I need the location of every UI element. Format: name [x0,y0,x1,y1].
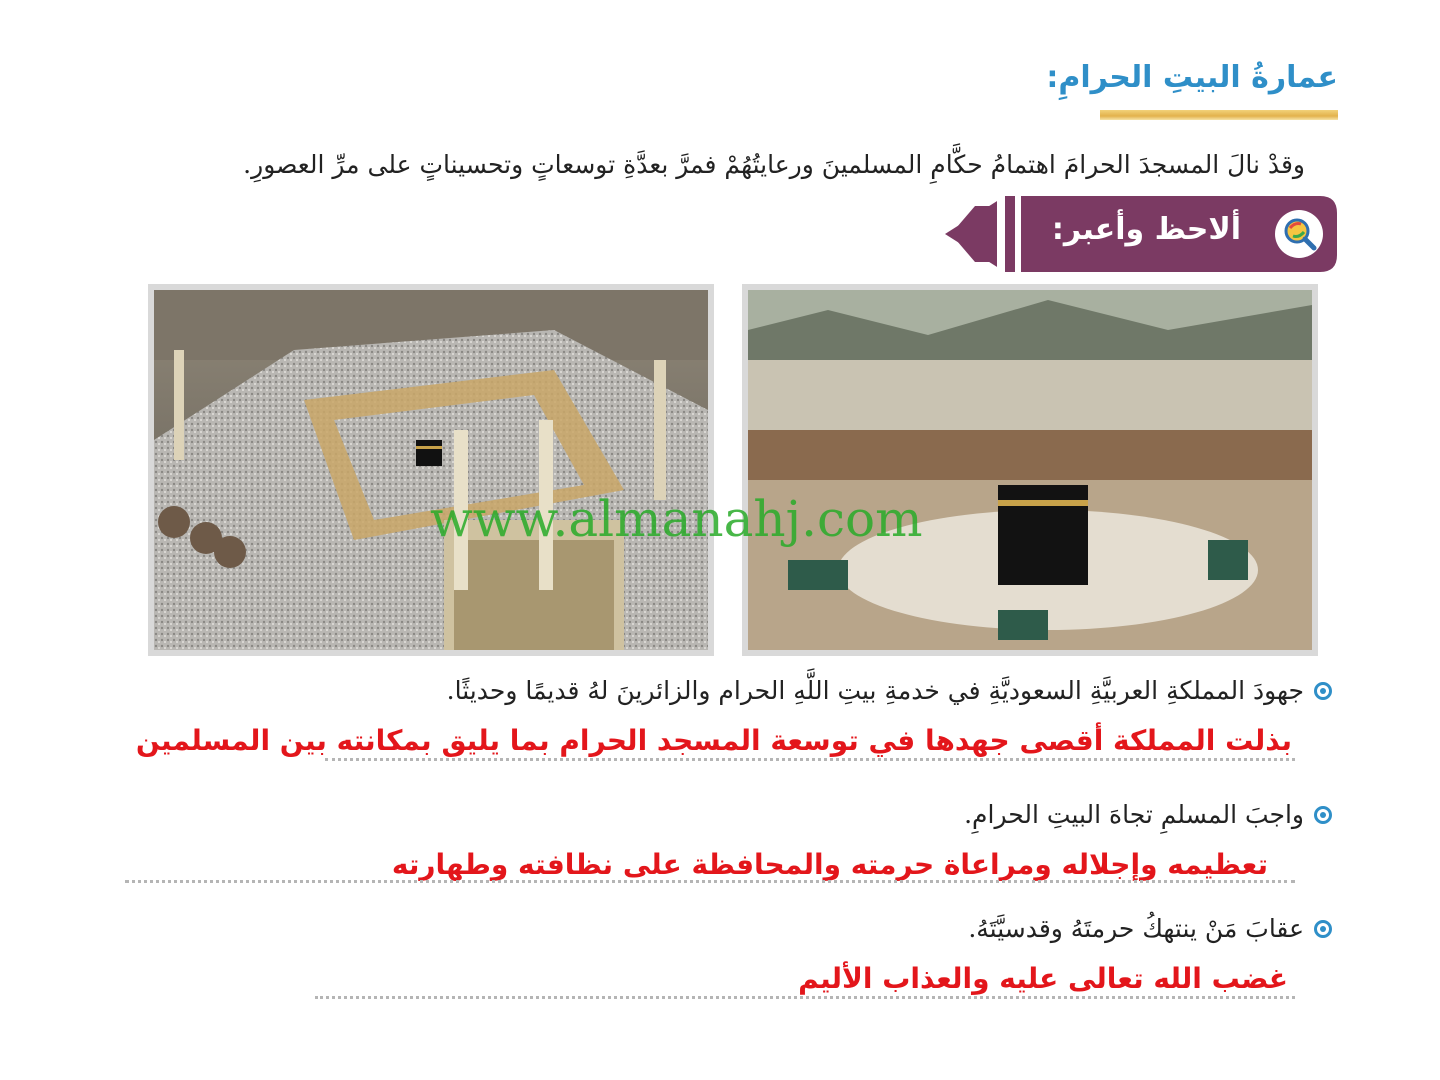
section-title: عمارةُ البيتِ الحرامِ: [1046,60,1338,95]
answer-2: تعظيمه وإجلاله ومراعاة حرمته والمحافظة على نظافته وطهارته [391,848,1268,881]
answer-line-3 [315,996,1295,999]
bullet-icon [1314,682,1332,700]
banner-label: ألاحظ وأعبر: [1051,212,1241,247]
intro-paragraph: وقدْ نالَ المسجدَ الحرامَ اهتمامُ حكَّامِ المسلمينَ ورعايتُهُمْ فمرَّ بعدَّةِ توسعاتٍ وتحسيناتٍ على مرِّ العصورِ. [243,150,1305,179]
answer-3: غضب الله تعالى عليه والعذاب الأليم [798,962,1288,995]
magnifier-icon [1273,208,1325,260]
answer-line-1 [325,758,1295,761]
answer-1: بذلت المملكة أقصى جهدها في توسعة المسجد الحرام بما يليق بمكانته بين المسلمين [135,724,1292,757]
bullet-icon [1314,806,1332,824]
title-underline [1100,110,1338,120]
answer-line-2 [125,880,1295,883]
question-1-text: جهودَ المملكةِ العربيَّةِ السعوديَّةِ في خدمةِ بيتِ اللَّهِ الحرام والزائرينَ لهُ قديمًا وحديثًا. [446,676,1304,705]
question-3-text: عقابَ مَنْ ينتهكُ حرمتَهُ وقدسيَّتَهُ. [968,914,1304,943]
observe-banner [945,196,1337,272]
modern-haram-photo [148,284,714,656]
question-2 [964,800,1332,829]
question-3 [968,914,1332,943]
question-2-text: واجبَ المسلمِ تجاهَ البيتِ الحرامِ. [964,800,1304,829]
bullet-icon [1314,920,1332,938]
question-1 [447,676,1332,705]
historic-haram-photo [742,284,1318,656]
watermark: www.almanahj.com [430,490,923,548]
